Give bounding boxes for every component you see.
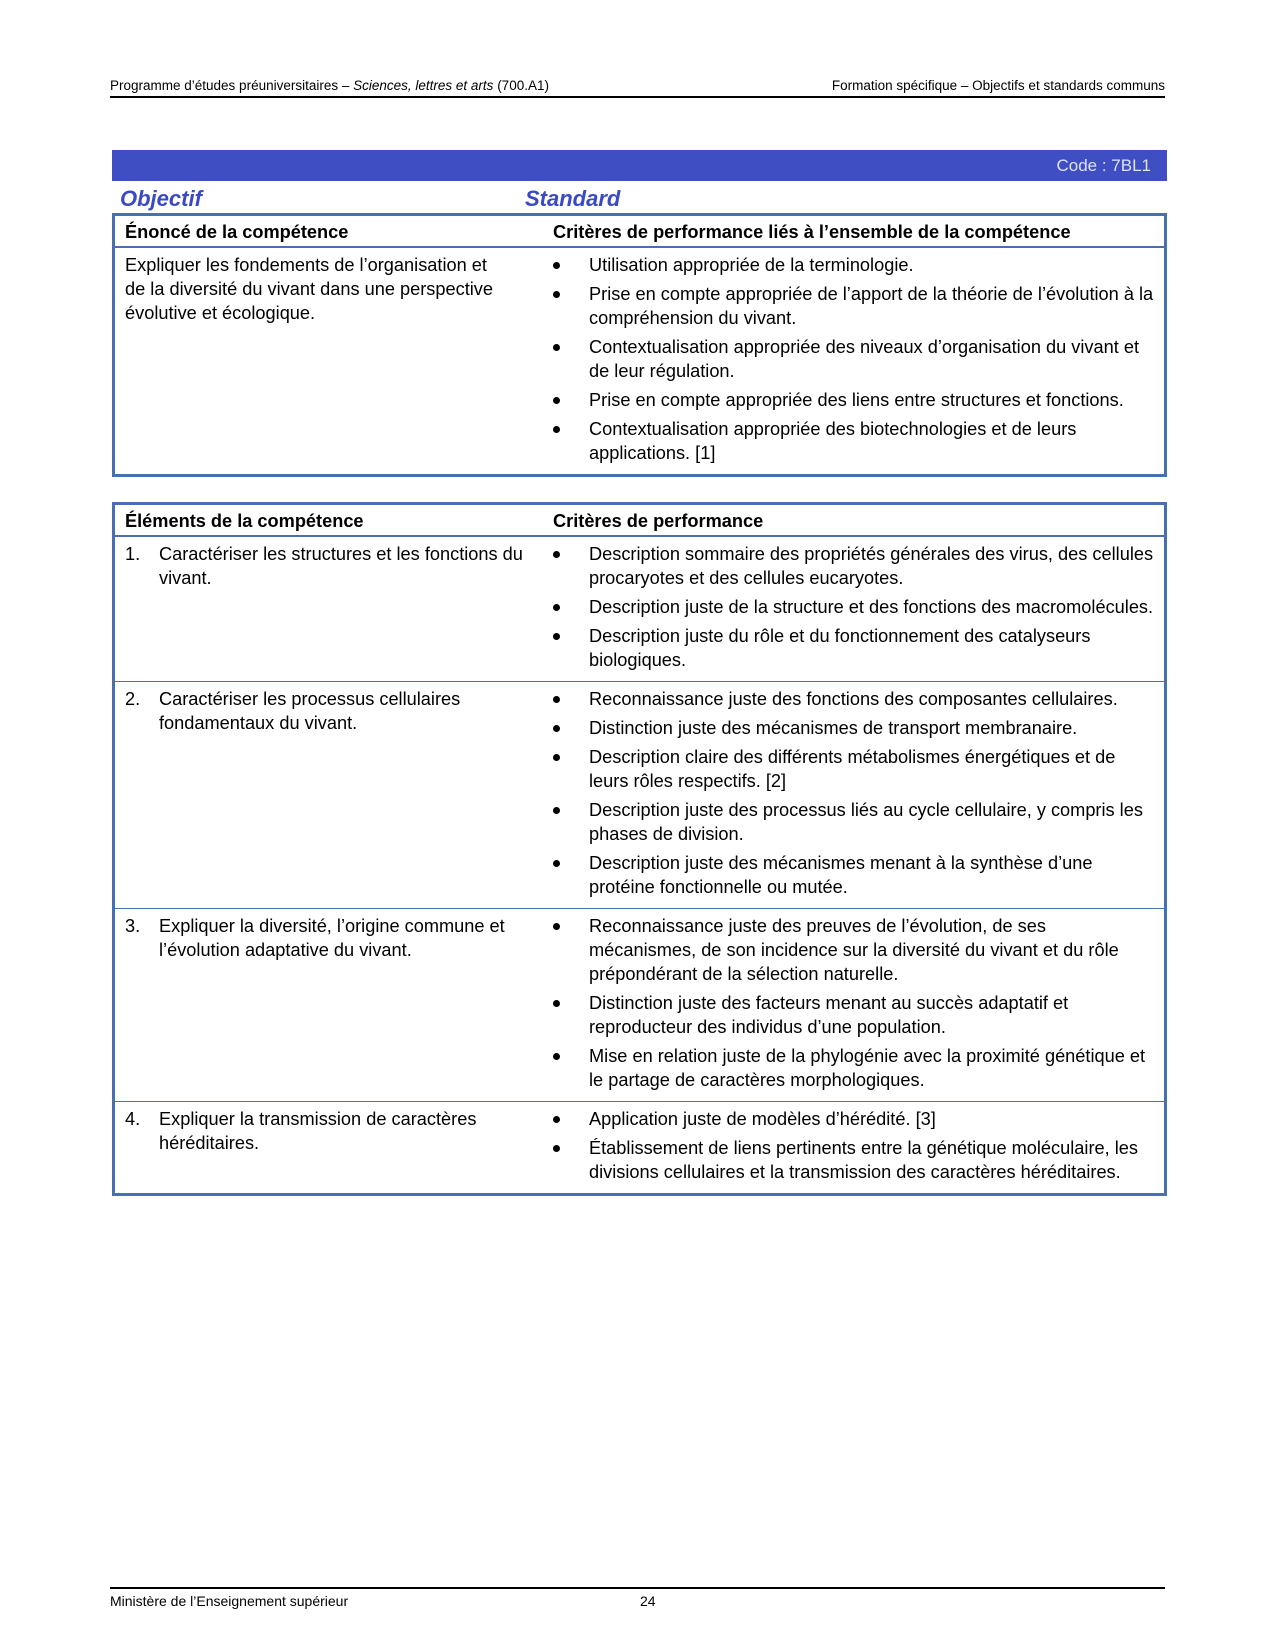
criterion-text: Description juste des mécanismes menant à la synthèse d’une protéine fonctionnelle ou mutée.: [589, 853, 1093, 897]
competency-code: Code : 7BL1: [1056, 156, 1151, 175]
competency-statement-table: [112, 213, 1167, 477]
element-number: 3.: [125, 916, 141, 936]
criterion-item: [553, 282, 1158, 330]
element-text: Expliquer la diversité, l’origine commune et l’évolution adaptative du vivant.: [159, 916, 505, 960]
bullet-icon: [553, 807, 560, 814]
criterion-item: [553, 624, 1158, 672]
bullet-icon: [553, 262, 560, 269]
objectif-heading: Objectif: [120, 186, 202, 211]
competency-element: [125, 687, 537, 735]
competency-element: [125, 542, 537, 590]
criterion-text: Application juste de modèles d’hérédité. [3]: [589, 1109, 936, 1129]
element-row: [114, 1102, 1166, 1195]
bullet-icon: [553, 696, 560, 703]
element-text: Caractériser les processus cellulaires fondamentaux du vivant.: [159, 689, 461, 733]
criterion-item: [553, 253, 1158, 277]
section-title: Formation spécifique – Objectifs et standards communs: [831, 78, 1165, 93]
element-criteria-list: [553, 687, 1158, 899]
bullet-icon: [553, 397, 560, 404]
criterion-text: Mise en relation juste de la phylogénie avec la proximité génétique et le partage de caractères morphologiques.: [589, 1046, 1146, 1090]
criterion-item: [553, 417, 1158, 465]
criterion-text: Description juste de la structure et des fonctions des macromolécules.: [589, 597, 1154, 617]
criterion-item: [553, 716, 1158, 740]
criterion-item: [553, 1107, 1158, 1131]
code-band: [112, 150, 1167, 181]
criterion-item: [553, 1044, 1158, 1092]
bullet-icon: [553, 633, 560, 640]
criterion-text: Utilisation appropriée de la terminologie.: [589, 255, 914, 275]
element-text: Expliquer la transmission de caractères héréditaires.: [159, 1109, 477, 1153]
bullet-icon: [553, 551, 560, 558]
criterion-text: Reconnaissance juste des preuves de l’évolution, de ses mécanismes, de son incidence sur la diversité du vivant et du rôle prépondérant de la sélection naturelle.: [589, 916, 1119, 984]
criterion-item: [553, 914, 1158, 986]
element-criteria-list: [553, 1107, 1158, 1184]
bullet-icon: [553, 1116, 560, 1123]
competency-element: [125, 914, 537, 962]
criterion-text: Description claire des différents métabolismes énergétiques et de leurs rôles respectifs. [2]: [589, 747, 1116, 791]
bullet-icon: [553, 923, 560, 930]
element-criteria-list: [553, 542, 1158, 672]
elements-header: Éléments de la compétence: [114, 504, 544, 537]
criterion-text: Contextualisation appropriée des niveaux d’organisation du vivant et de leur régulation.: [589, 337, 1140, 381]
program-title: Programme d’études préuniversitaires – Sciences, lettres et arts (700.A1): [110, 78, 549, 93]
criterion-item: [553, 335, 1158, 383]
bullet-icon: [553, 344, 560, 351]
page-footer: [110, 1587, 1165, 1613]
competency-statement: Expliquer les fondements de l’organisation et de la diversité du vivant dans une perspective évolutive et écologique.: [125, 255, 494, 323]
bullet-icon: [553, 1145, 560, 1152]
competency-elements-table: [112, 502, 1167, 1196]
criterion-item: [553, 991, 1158, 1039]
bullet-icon: [553, 725, 560, 732]
page-number: 24: [640, 1593, 656, 1609]
criterion-text: Contextualisation appropriée des biotechnologies et de leurs applications. [1]: [589, 419, 1077, 463]
bullet-icon: [553, 860, 560, 867]
standard-heading: Standard: [525, 186, 621, 211]
criterion-item: [553, 687, 1158, 711]
criterion-item: [553, 798, 1158, 846]
criterion-text: Description juste du rôle et du fonctionnement des catalyseurs biologiques.: [589, 626, 1091, 670]
criterion-item: [553, 1136, 1158, 1184]
criterion-text: Distinction juste des mécanismes de transport membranaire.: [589, 718, 1078, 738]
running-header: [110, 77, 1165, 98]
footer-ministry: Ministère de l’Enseignement supérieur: [110, 1593, 349, 1609]
criteria-header: Critères de performance: [543, 504, 1166, 537]
bullet-icon: [553, 1053, 560, 1060]
criterion-item: [553, 745, 1158, 793]
element-number: 1.: [125, 544, 141, 564]
criterion-text: Description juste des processus liés au cycle cellulaire, y compris les phases de division.: [589, 800, 1143, 844]
bullet-icon: [553, 1000, 560, 1007]
element-row: [114, 682, 1166, 909]
element-row: [114, 536, 1166, 682]
element-criteria-list: [553, 914, 1158, 1092]
bullet-icon: [553, 291, 560, 298]
bullet-icon: [553, 604, 560, 611]
criterion-item: [553, 851, 1158, 899]
enonce-header: Énoncé de la compétence: [114, 215, 544, 248]
bullet-icon: [553, 426, 560, 433]
competency-element: [125, 1107, 537, 1155]
criterion-text: Prise en compte appropriée des liens entre structures et fonctions.: [589, 390, 1124, 410]
element-row: [114, 909, 1166, 1102]
criterion-text: Description sommaire des propriétés générales des virus, des cellules procaryotes et des cellules eucaryotes.: [589, 544, 1154, 588]
element-number: 4.: [125, 1109, 141, 1129]
criterion-item: [553, 595, 1158, 619]
global-criteria-list: [553, 253, 1158, 465]
criterion-item: [553, 542, 1158, 590]
criterion-text: Reconnaissance juste des fonctions des composantes cellulaires.: [589, 689, 1118, 709]
criterion-text: Établissement de liens pertinents entre la génétique moléculaire, les divisions cellulaires et la transmission des caractères héréditaires.: [589, 1138, 1138, 1182]
criterion-text: Distinction juste des facteurs menant au succès adaptatif et reproducteur des individus d’une population.: [589, 993, 1069, 1037]
bullet-icon: [553, 754, 560, 761]
criterion-text: Prise en compte appropriée de l’apport de la théorie de l’évolution à la compréhension du vivant.: [589, 284, 1154, 328]
element-text: Caractériser les structures et les fonctions du vivant.: [159, 544, 523, 588]
global-criteria-header: Critères de performance liés à l’ensemble de la compétence: [543, 215, 1166, 248]
element-number: 2.: [125, 689, 141, 709]
criterion-item: [553, 388, 1158, 412]
